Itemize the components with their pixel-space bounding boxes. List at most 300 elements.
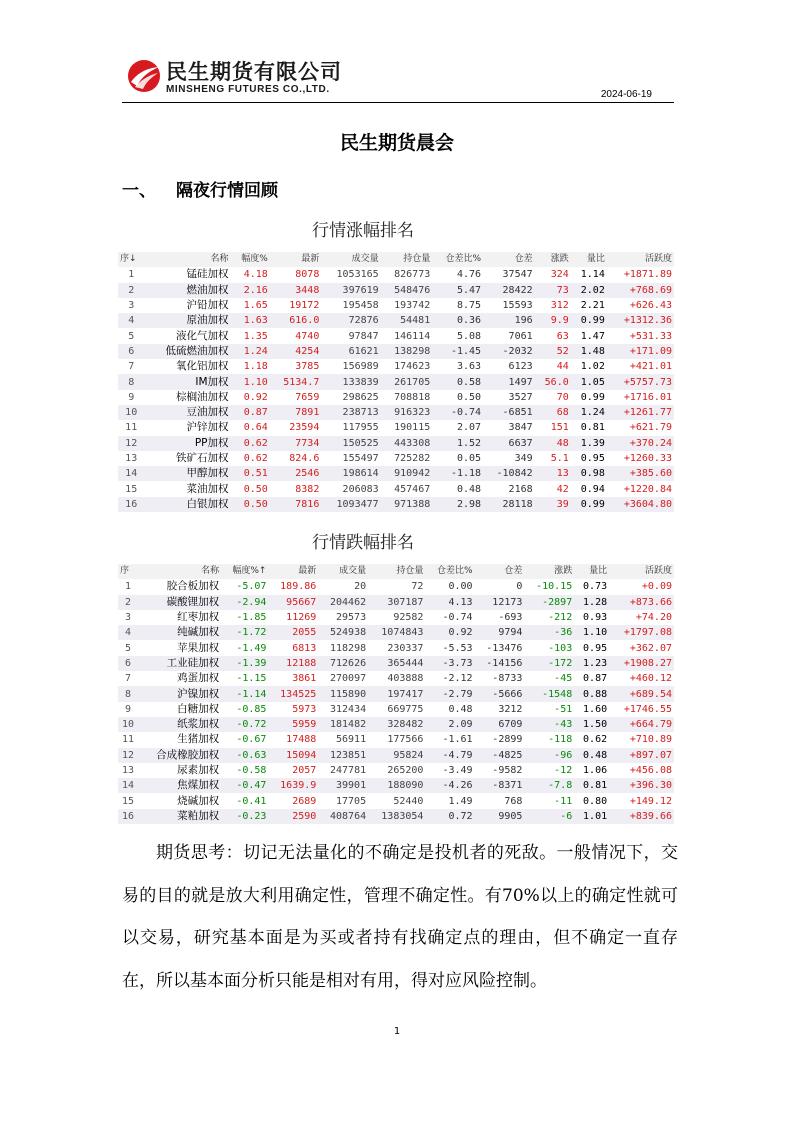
cell-volume: 72876 [321,313,380,328]
cell-volume-ratio: 0.95 [580,453,605,464]
cell-activity: +897.07 [609,748,674,763]
cell-last: 4740 [295,330,320,342]
table-row[interactable] [118,374,674,389]
cell-change-pct: 1.35 [243,330,268,342]
cell-change-pct: -1.15 [236,673,267,685]
cell-activity: +396.30 [609,778,674,793]
cell-open-interest: 328482 [368,717,425,732]
cell-price-change: -36 [524,625,574,640]
cell-volume: 198614 [321,466,380,481]
cell-oi-change: 28118 [483,497,535,512]
cell-oi-change: -8371 [475,778,525,793]
table-row[interactable] [118,686,674,701]
cell-price-change: -103 [548,642,573,654]
cell-volume-ratio: 1.47 [580,330,605,342]
column-header-index[interactable]: 序 [118,564,138,579]
cell-oi-change: 0 [516,581,523,593]
table-row[interactable] [118,390,674,405]
cell-index: 13 [125,453,138,464]
cell-last: 2055 [268,625,318,640]
cell-name: 原油加权 [144,313,230,328]
cell-oi-change-pct: -2.12 [442,673,473,685]
cell-oi-change: 28422 [483,283,535,298]
cell-last: 2057 [292,765,317,776]
cell-activity: +149.12 [629,795,672,807]
cell-index: 7 [128,361,135,373]
cell-activity: +456.08 [629,765,672,776]
table-row[interactable] [118,451,674,466]
cell-open-interest: 1383054 [368,809,425,824]
table-row[interactable] [118,405,674,420]
cell-activity: +626.43 [629,300,672,312]
table-row[interactable] [118,809,674,824]
cell-change-pct: 0.50 [231,497,270,512]
cell-open-interest: 95824 [368,748,425,763]
gainers-caption: 行情涨幅排名 [312,221,414,241]
cell-last: 824.6 [289,453,320,464]
cell-change-pct: 0.64 [243,422,268,434]
cell-oi-change: -2899 [492,734,523,746]
table-row[interactable] [118,344,674,359]
cell-last: 12188 [268,656,318,671]
cell-open-interest: 365444 [368,656,425,671]
cell-price-change: 44 [556,361,569,373]
cell-price-change: 48 [535,436,571,451]
cell-index: 10 [118,405,144,420]
cell-open-interest: 197417 [368,686,425,701]
cell-activity: +689.54 [609,686,674,701]
table-row[interactable] [118,793,674,808]
cell-oi-change: 6123 [508,361,533,373]
cell-index: 13 [121,765,134,776]
cell-index: 12 [118,748,138,763]
table-row[interactable] [118,763,674,778]
cell-oi-change-pct: 0.00 [448,581,473,593]
company-name-en: MINSHENG FUTURES CO.,LTD. [166,84,330,95]
cell-last: 3861 [292,673,317,685]
cell-activity: +710.89 [629,734,672,746]
cell-last: 5973 [292,703,317,715]
cell-price-change: -212 [548,612,573,624]
cell-oi-change-pct: 3.63 [456,361,482,373]
table-row[interactable] [118,497,674,512]
cell-volume: 408764 [318,809,368,824]
cell-activity: +1261.77 [607,405,674,420]
table-row[interactable] [118,702,674,717]
cell-name: PP加权 [144,436,230,451]
cell-oi-change-pct: 4.76 [456,269,482,281]
cell-oi-change: -5666 [475,686,525,701]
cell-activity: +1260.33 [623,453,672,464]
cell-open-interest: 443308 [381,436,433,451]
cell-volume: 270097 [329,673,367,685]
cell-index: 14 [118,778,138,793]
table-row[interactable] [118,283,674,298]
table-row[interactable] [118,610,674,625]
cell-change-pct: -2.94 [221,595,268,610]
cell-volume-ratio: 0.87 [583,673,608,685]
cell-oi-change: 9794 [475,625,525,640]
cell-volume: 150525 [321,436,380,451]
cell-name: 豆油加权 [144,405,230,420]
cell-change-pct: 1.18 [243,361,268,373]
cell-activity: +1797.08 [609,625,674,640]
cell-volume: 195458 [342,300,379,312]
cell-open-interest: 971388 [381,497,433,512]
cell-last: 7734 [270,436,322,451]
cell-price-change: -2897 [524,595,574,610]
cell-last: 17488 [286,734,317,746]
cell-price-change: 5.1 [550,453,569,464]
cell-oi-change-pct: 1.49 [448,795,473,807]
cell-activity: +768.69 [607,283,674,298]
cell-open-interest: 138298 [381,344,433,359]
cell-volume: 29573 [336,612,367,624]
cell-oi-change: -8733 [492,673,523,685]
cell-volume-ratio: 1.10 [574,625,609,640]
cell-change-pct: -5.07 [236,581,267,593]
cell-oi-change-pct: -4.26 [425,778,474,793]
cell-activity: +370.24 [607,436,674,451]
cell-open-interest: 457467 [394,483,431,495]
cell-last: 2689 [292,795,317,807]
cell-volume-ratio: 0.88 [574,686,609,701]
cell-volume: 712626 [318,656,368,671]
header-rule [122,102,674,103]
cell-last: 189.86 [280,581,317,593]
table-row[interactable] [118,420,674,435]
cell-change-pct: 2.16 [231,283,270,298]
cell-index: 1 [124,581,131,593]
cell-index: 16 [118,497,144,512]
cell-change-pct: 0.87 [231,405,270,420]
cell-name: 铁矿石加权 [176,452,229,464]
cell-name: 白银加权 [144,497,230,512]
cell-change-pct: 1.24 [231,344,270,359]
cell-oi-change-pct: 1.52 [432,436,483,451]
cell-activity: +5757.73 [607,374,674,389]
cell-oi-change: 3527 [508,391,533,403]
cell-name: 纸浆加权 [138,717,221,732]
table-row[interactable] [118,748,674,763]
cell-volume-ratio: 0.62 [583,734,608,746]
cell-open-interest: 403888 [387,673,424,685]
cell-volume-ratio: 0.93 [583,612,608,624]
cell-volume: 115890 [318,686,368,701]
cell-open-interest: 52440 [393,795,424,807]
cell-change-pct: -0.85 [236,703,267,715]
cell-name: 白糖加权 [177,702,220,715]
cell-name: 烧碱加权 [177,794,220,807]
cell-change-pct: -0.58 [236,765,267,776]
cell-name: 生猪加权 [177,733,220,746]
cell-activity: +3604.80 [607,497,674,512]
table-row[interactable] [118,359,674,374]
cell-open-interest: 1074843 [368,625,425,640]
cell-price-change: 52 [535,344,571,359]
cell-open-interest: 230337 [387,642,424,654]
cell-activity: +1746.55 [623,703,672,715]
cell-last: 8382 [295,483,320,495]
cell-last: 616.0 [270,313,322,328]
cell-price-change: 324 [550,269,569,281]
section-title: 隔夜行情回顾 [176,181,278,201]
cell-oi-change: -10842 [483,466,535,481]
cell-oi-change: -14156 [475,656,525,671]
cell-oi-change-pct: 0.58 [432,374,483,389]
cell-open-interest: 265200 [387,765,424,776]
cell-last: 15094 [268,748,318,763]
section-heading [122,176,278,201]
cell-index: 15 [125,483,138,495]
cell-volume-ratio: 1.01 [574,809,609,824]
cell-index: 11 [125,422,138,434]
column-header-last: 最新 [270,252,322,267]
cell-activity: +1871.89 [623,269,672,281]
cell-open-interest: 177566 [387,734,424,746]
column-header-oi-change: 仓差 [475,564,525,579]
cell-oi-change-pct: -3.49 [442,765,473,776]
table-row[interactable] [118,625,674,640]
table-row[interactable] [118,579,674,594]
cell-volume-ratio: 0.98 [571,466,607,481]
cell-oi-change-pct: 2.07 [456,422,482,434]
cell-open-interest: 92582 [393,612,424,624]
cell-name: 沪镍加权 [138,686,221,701]
cell-oi-change: -6851 [483,405,535,420]
cell-name: 碳酸锂加权 [138,595,221,610]
cell-volume-ratio: 0.95 [583,642,608,654]
cell-activity: +460.12 [629,673,672,685]
cell-name: 工业硅加权 [138,656,221,671]
cell-volume-ratio: 1.39 [571,436,607,451]
cell-oi-change: 12173 [475,595,525,610]
cell-name: 鸡蛋加权 [177,672,220,685]
cell-oi-change-pct: 0.50 [456,391,482,403]
cell-volume: 97847 [348,330,379,342]
cell-index: 8 [118,686,138,701]
cell-volume-ratio: 0.73 [583,581,608,593]
cell-activity: +171.09 [607,344,674,359]
table-row[interactable] [118,732,674,747]
cell-open-interest: 307187 [368,595,425,610]
cell-price-change: -43 [524,717,574,732]
cell-change-pct: 1.65 [243,300,268,312]
cell-oi-change: 7061 [508,330,533,342]
cell-index: 16 [118,809,138,824]
cell-volume: 133839 [321,374,380,389]
table-row[interactable] [118,595,674,610]
cell-oi-change: -2032 [483,344,535,359]
table-row[interactable] [118,671,674,686]
cell-oi-change-pct: -0.74 [442,612,473,624]
cell-change-pct: -0.72 [221,717,268,732]
cell-volume-ratio: 1.02 [580,361,605,373]
cell-volume-ratio: 0.99 [571,497,607,512]
cell-change-pct: 0.51 [231,466,270,481]
cell-name: 沪锌加权 [186,421,229,434]
cell-volume: 156989 [342,361,379,373]
cell-open-interest: 916323 [381,405,433,420]
cell-activity: +0.09 [641,581,672,593]
cell-oi-change: 768 [504,795,523,807]
column-header-index[interactable]: 序↓ [118,252,144,267]
cell-price-change: 73 [535,283,571,298]
cell-last: 7659 [295,391,320,403]
table-row[interactable] [118,778,674,793]
cell-name: 锰硅加权 [186,268,229,281]
cell-volume: 204462 [318,595,368,610]
market-commentary: 期货思考：切记无法量化的不确定是投机者的死敌。一般情况下，交易的目的就是放大利用确定性，管理不确定性。有70%以上的确定性就可以交易，研究基本面是为买或者持有找确定点的理由，但不确定一直存在，所以基本面分析只能是相对有用，得对应风险控制。 [122,843,678,991]
cell-price-change: -51 [554,703,573,715]
cell-open-interest: 725282 [394,453,431,464]
cell-oi-change-pct: 0.92 [425,625,474,640]
cell-change-pct: -1.49 [236,642,267,654]
table-row[interactable] [118,313,674,328]
cell-volume: 247781 [329,765,367,776]
cell-volume-ratio: 1.06 [583,765,608,776]
cell-volume-ratio: 1.60 [583,703,608,715]
cell-price-change: -1548 [524,686,574,701]
cell-volume: 155497 [342,453,379,464]
cell-last: 5959 [268,717,318,732]
cell-volume: 206083 [342,483,379,495]
cell-price-change: 70 [556,391,569,403]
table-row[interactable] [118,328,674,343]
cell-oi-change: -693 [498,612,523,624]
cell-oi-change: 349 [514,453,533,464]
cell-oi-change: 3212 [498,703,523,715]
cell-activity: +873.66 [609,595,674,610]
company-logo [126,56,366,100]
cell-oi-change: 6637 [483,436,535,451]
cell-oi-change: 2168 [508,483,533,495]
cell-open-interest: 54481 [381,313,433,328]
gainers-table [118,252,674,512]
cell-change-pct: 0.62 [231,436,270,451]
cell-open-interest: 146114 [394,330,431,342]
section-number: 一、 [122,181,156,201]
cell-volume: 1053165 [336,269,379,281]
cell-price-change: 56.0 [535,374,571,389]
cell-price-change: 39 [535,497,571,512]
cell-oi-change-pct: 5.47 [432,283,483,298]
cell-last: 3785 [295,361,320,373]
cell-change-pct: 0.62 [243,453,268,464]
cell-price-change: -96 [524,748,574,763]
cell-volume: 298625 [342,391,379,403]
cell-oi-change-pct: 0.36 [432,313,483,328]
table-row[interactable] [118,656,674,671]
cell-activity: +1312.36 [607,313,674,328]
table-row[interactable] [118,298,674,313]
cell-volume-ratio: 1.48 [571,344,607,359]
cell-activity: +1716.01 [623,391,672,403]
cell-index: 2 [118,595,138,610]
cell-open-interest: 174623 [394,361,431,373]
cell-last: 1639.9 [268,778,318,793]
cell-volume-ratio: 0.81 [574,778,609,793]
cell-name: 胶合板加权 [166,580,220,593]
cell-volume: 61621 [321,344,380,359]
cell-open-interest: 548476 [381,283,433,298]
table-row[interactable] [118,267,674,282]
table-row[interactable] [118,481,674,496]
column-header-open-interest: 持仓量 [368,564,425,579]
cell-volume-ratio: 1.23 [574,656,609,671]
cell-volume: 56911 [336,734,367,746]
cell-price-change: 312 [550,300,569,312]
cell-change-pct: -0.41 [236,795,267,807]
cell-index: 5 [128,330,135,342]
cell-price-change: 68 [535,405,571,420]
cell-price-change: -6 [524,809,574,824]
cell-price-change: 151 [550,422,569,434]
column-header-oi-change-pct: 仓差比% [425,564,474,579]
cell-oi-change-pct: 8.75 [456,300,482,312]
cell-name: 纯碱加权 [138,625,221,640]
column-header-open-interest: 持仓量 [381,252,433,267]
table-row[interactable] [118,717,674,732]
cell-change-pct: 0.50 [243,483,268,495]
column-header-change-pct[interactable]: 幅度% [231,252,270,267]
cell-volume-ratio: 0.94 [580,483,605,495]
cell-last: 2590 [268,809,318,824]
cell-index: 10 [118,717,138,732]
cell-change-pct: -0.63 [221,748,268,763]
cell-volume-ratio: 2.21 [580,300,605,312]
cell-price-change: -45 [554,673,573,685]
cell-index: 5 [124,642,131,654]
cell-volume-ratio: 2.02 [571,283,607,298]
cell-volume-ratio: 1.24 [571,405,607,420]
cell-oi-change-pct: -0.74 [432,405,483,420]
cell-name: 菜油加权 [186,482,229,495]
cell-change-pct: -0.23 [221,809,268,824]
cell-oi-change: 15593 [502,300,533,312]
cell-oi-change: 1497 [483,374,535,389]
cell-price-change: -118 [548,734,573,746]
cell-oi-change: -13476 [486,642,523,654]
cell-price-change: 13 [535,466,571,481]
cell-oi-change: 37547 [502,269,533,281]
cell-last: 5134.7 [270,374,322,389]
cell-volume: 524938 [318,625,368,640]
cell-oi-change-pct: 0.48 [456,483,482,495]
doc-title: 民生期货晨会 [339,132,454,154]
cell-last: 95667 [268,595,318,610]
cell-oi-change: 196 [483,313,535,328]
cell-name: IM加权 [144,374,230,389]
cell-oi-change-pct: 5.08 [456,330,482,342]
cell-last: 19172 [289,300,320,312]
cell-index: 4 [118,313,144,328]
table-row[interactable] [118,640,674,655]
column-header-change-pct[interactable]: 幅度%↑ [221,564,268,579]
cell-activity: +1908.27 [609,656,674,671]
cell-open-interest: 669775 [387,703,424,715]
cell-open-interest: 72 [411,581,424,593]
cell-price-change: -12 [554,765,573,776]
cell-price-change: -10.15 [536,581,573,593]
table-row[interactable] [118,466,674,481]
table-row[interactable] [118,436,674,451]
cell-index: 15 [121,795,134,807]
cell-last: 7816 [270,497,322,512]
cell-name: 菜粕加权 [138,809,221,824]
company-name-cn: 民生期货有限公司 [166,60,342,84]
cell-activity: +74.20 [635,612,672,624]
